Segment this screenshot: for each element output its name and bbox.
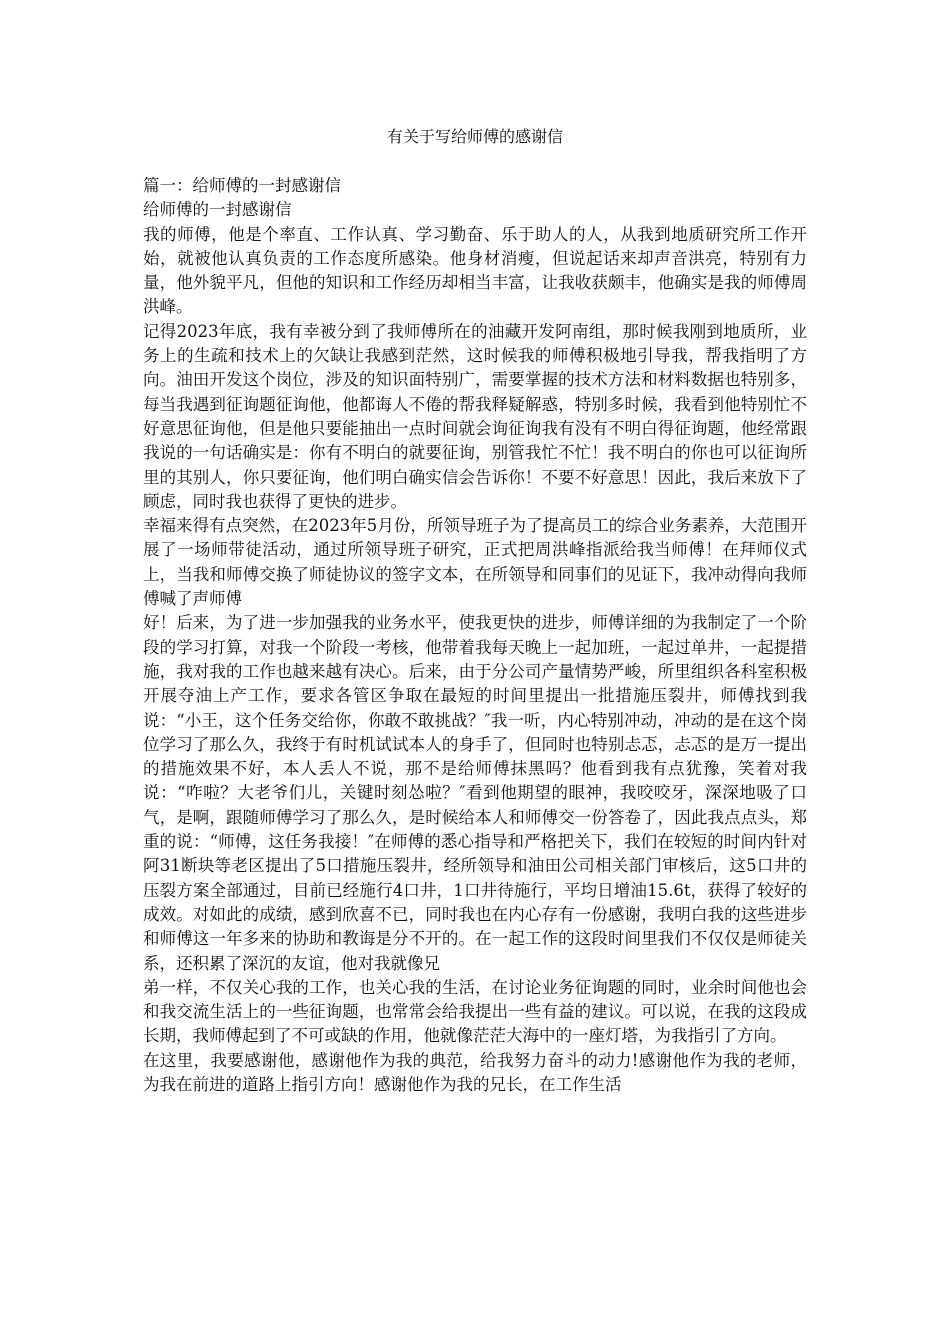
body-paragraph: 记得2023年底，我有幸被分到了我师傅所在的油藏开发阿南组，那时候我刚到地质所，业务上的生疏和技术上的欠缺让我感到茫然，这时候我的师傅积极地引导我，帮我指明了方向。油田开发这个岗位，涉及的知识面特别广，需要掌握的技术方法和材料数据也特别多，每当我遇到征询题征询他，他都诲人不倦的帮我释疑解惑，特别多时候，我看到他特别忙不好意思征询他，但是他只要能抽出一点时间就会询征询我有没有不明白得征询题，他经常跟我说的一句话确实是：你有不明白的就要征询，别管我忙不忙！我不明白的你也可以征询所里的其别人，你只要征询，他们明白确实信会告诉你！不要不好意思！因此，我后来放下了顾虑，同时我也获得了更快的进步。 [143, 321, 807, 511]
body-paragraph: 好！后来，为了进一步加强我的业务水平，使我更快的进步，师傅详细的为我制定了一个阶段的学习打算，对我一个阶段一考核，他带着我每天晚上一起加班，一起过单井，一起提措施，我对我的工作也越来越有决心。后来，由于分公司产量情势严峻，所里组织各科室积极开展夺油上产工作，要求各管区争取在最短的时间里提出一批措施压裂井，师傅找到我说：“小王，这个任务交给你，你敢不敢挑战？″我一听，内心特别冲动，冲动的是在这个岗位学习了那么久，我终于有时机试试本人的身手了，但同时也特别忐忑，忐忑的是万一提出的措施效果不好，本人丢人不说，那不是给师傅抹黑吗？他看到我有点犹豫，笑着对我说：“咋啦？大老爷们儿，关键时刻怂啦？″看到他期望的眼神，我咬咬牙，深深地吸了口气，是啊，跟随师傅学习了那么久，是时候给本人和师傅交一份答卷了，因此我点点头，郑重的说：“师傅，这任务我接！″在师傅的悉心指导和严格把关下，我们在较短的时间内针对阿31断块等老区提出了5口措施压裂井，经所领导和油田公司相关部门审核后，这5口井的压裂方案全部通过，目前已经施行4口井，1口井待施行，平均日增油15.6t，获得了较好的成效。对如此的成绩，感到欣喜不已，同时我也在内心存有一份感谢，我明白我的这些进步和师傅这一年多来的协助和教诲是分不开的。在一起工作的这段时间里我们不仅仅是师徒关系，还积累了深沉的友谊，他对我就像兄 [143, 613, 807, 973]
body-paragraph: 我的师傅，他是个率直、工作认真、学习勤奋、乐于助人的人，从我到地质研究所工作开始，就被他认真负责的工作态度所感染。他身材消瘦，但说起话来却声音洪亮，特别有力量，他外貌平凡，但他的知识和工作经历却相当丰富，让我收获颇丰，他确实是我的师傅周洪峰。 [143, 224, 807, 317]
section-heading: 篇一：给师傅的一封感谢信 [143, 176, 341, 195]
body-paragraph: 幸福来得有点突然，在2023年5月份，所领导班子为了提高员工的综合业务素养，大范围开展了一场师带徒活动，通过所领导班子研究，正式把周洪峰指派给我当师傅！在拜师仪式上，当我和师傅交换了师徒协议的签字文本，在所领导和同事们的见证下，我冲动得向我师傅喊了声师傅 [143, 516, 807, 609]
letter-heading: 给师傅的一封感谢信 [143, 200, 292, 220]
body-paragraph: 在这里，我要感谢他，感谢他作为我的典范，给我努力奋斗的动力!感谢他作为我的老师，为我在前进的道路上指引方向！感谢他作为我的兄长，在工作生活 [143, 1050, 807, 1094]
body-paragraph: 弟一样，不仅关心我的工作，也关心我的生活，在讨论业务征询题的同时，业余时间他也会和我交流生活上的一些征询题，也常常会给我提出一些有益的建议。可以说，在我的这段成长期，我师傅起到了不可或缺的作用，他就像茫茫大海中的一座灯塔，为我指引了方向。 [143, 977, 807, 1046]
document-title: 有关于写给师傅的感谢信 [386, 127, 563, 146]
document-body [143, 174, 807, 1097]
